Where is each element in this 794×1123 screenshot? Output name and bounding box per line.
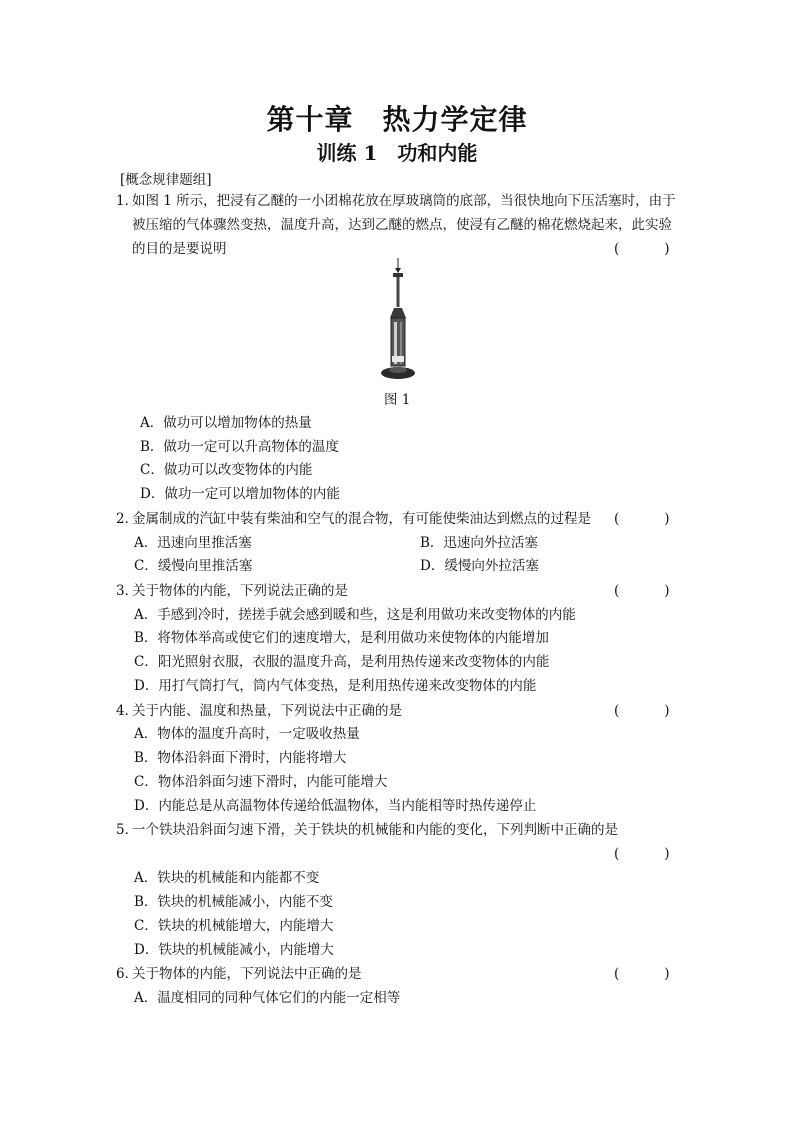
option-a: A．迅速向里推活塞 [134,535,252,551]
lesson-title: 训练 1 功和内能 [316,141,478,165]
question-number: 1． [116,193,139,209]
option-a: A．做功可以增加物体的热量 [140,415,312,431]
question-stem: 如图 1 所示，把浸有乙醚的一小团棉花放在厚玻璃筒的底部，当很快地向下压活塞时，由于被压缩的气体骤然变热，温度升高，达到乙醚的燃点，使浸有乙醚的棉花燃烧起来，此实验的目的是要说明 [132,193,676,257]
question-number: 3． [116,583,139,599]
answer-parentheses: ( ) [614,583,676,599]
option-c: C．做功可以改变物体的内能 [140,462,313,478]
question-stem: 关于内能、温度和热量，下列说法中正确的是 [132,703,402,719]
option-c: C．阳光照射衣服，衣服的温度升高，是利用热传递来改变物体的内能 [134,654,550,670]
question-number: 4． [116,703,139,719]
answer-parentheses: ( ) [614,241,676,257]
air-piston-syringe-icon [376,258,420,384]
option-c: C．铁块的机械能增大，内能增大 [134,918,334,934]
question-3 [116,579,682,603]
option-b: B．物体沿斜面下滑时，内能将增大 [134,750,347,766]
question-2 [116,507,616,531]
option-d: D．内能总是从高温物体传递给低温物体，当内能相等时热传递停止 [134,798,537,814]
question-stem: 一个铁块沿斜面匀速下滑，关于铁块的机械能和内能的变化，下列判断中正确的是 [132,822,618,838]
question-stem: 关于物体的内能，下列说法正确的是 [132,583,348,599]
answer-parentheses: ( ) [614,511,676,527]
question-6 [116,962,682,986]
option-a: A．温度相同的同种气体它们的内能一定相等 [134,990,401,1006]
chapter-title: 第十章 热力学定律 [266,103,528,136]
answer-parentheses: ( ) [614,703,676,719]
option-c: C．缓慢向里推活塞 [134,558,253,574]
question-number: 2． [116,511,139,527]
question-number: 5． [116,822,139,838]
answer-parentheses: ( ) [614,966,676,982]
question-stem: 金属制成的汽缸中装有柴油和空气的混合物，有可能使柴油达到燃点的过程是 [132,511,591,527]
question-5 [116,818,676,842]
question-1 [116,189,682,261]
option-d: D．铁块的机械能减小，内能增大 [134,942,334,958]
option-b: B．迅速向外拉活塞 [420,535,538,551]
section-label: [概念规律题组] [120,172,212,188]
question-number: 6． [116,966,139,982]
option-b: B．铁块的机械能减小，内能不变 [134,894,333,910]
option-b: B．将物体举高或使它们的速度增大，是利用做功来使物体的内能增加 [134,630,549,646]
option-d: D．用打气筒打气，筒内气体变热，是利用热传递来改变物体的内能 [134,678,537,694]
option-d: D．缓慢向外拉活塞 [420,558,539,574]
option-a: A．物体的温度升高时，一定吸收热量 [134,726,360,742]
question-stem: 关于物体的内能，下列说法中正确的是 [132,966,362,982]
option-a: A．铁块的机械能和内能都不变 [134,870,320,886]
question-4 [116,699,682,723]
figure-caption: 图 1 [384,392,411,408]
option-d: D．做功一定可以增加物体的内能 [140,486,340,502]
option-c: C．物体沿斜面匀速下滑时，内能可能增大 [134,774,388,790]
answer-parentheses: ( ) [614,846,676,862]
option-b: B．做功一定可以升高物体的温度 [140,439,339,455]
option-a: A．手感到冷时，搓搓手就会感到暖和些，这是利用做功来改变物体的内能 [134,607,576,623]
